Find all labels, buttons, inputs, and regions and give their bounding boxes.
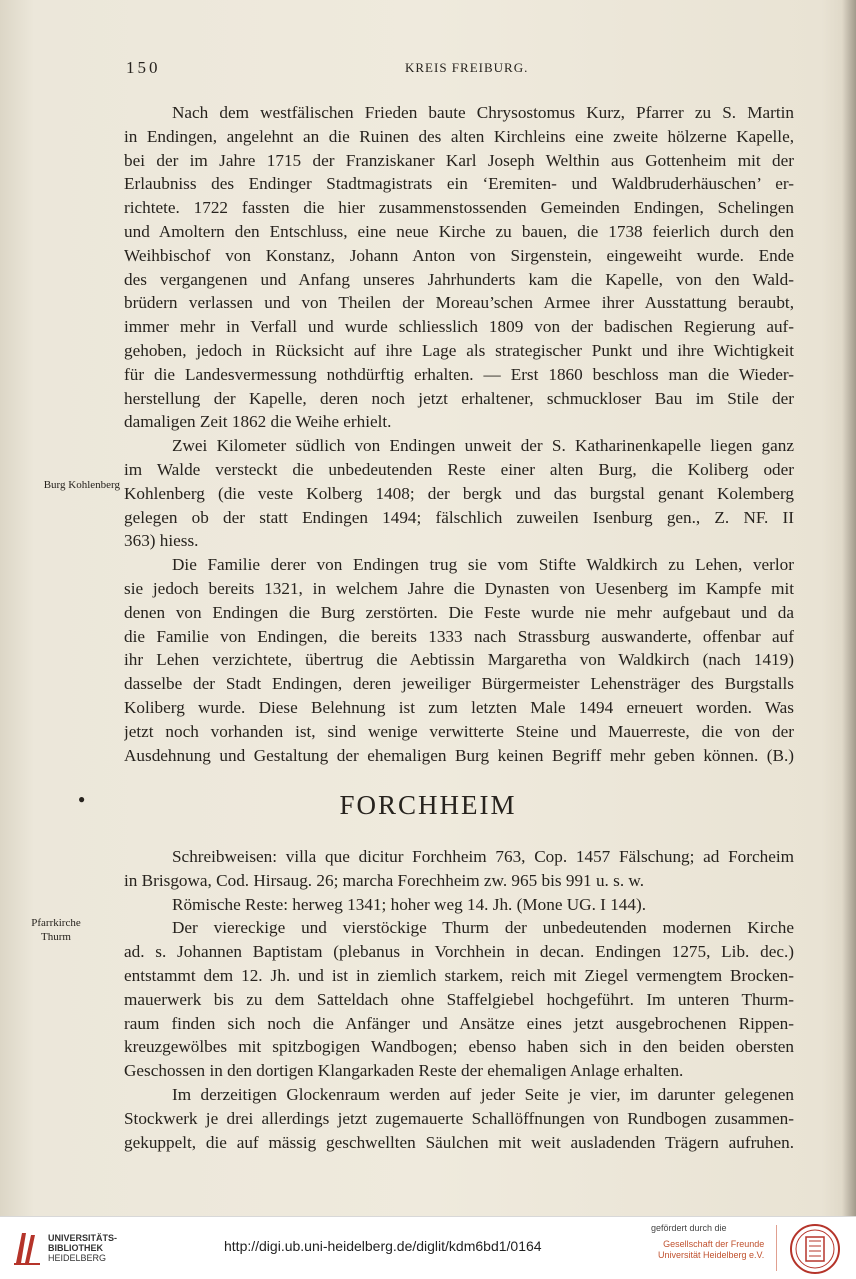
text-line: denen von Endingen die Burg zerstörten. Die Feste wurde nie mehr aufgebaut und da bbox=[124, 602, 794, 622]
text-line: Geschossen in den dortigen Klangarkaden Reste der ehemaligen Anlage erhalten. bbox=[124, 1061, 684, 1081]
text-line: Stockwerk je drei allerdings jetzt zugemauerte Schallöffnungen von Rundbogen zusammen- bbox=[124, 1108, 794, 1128]
text-block-endingen bbox=[124, 101, 794, 767]
running-header bbox=[0, 58, 856, 82]
library-name bbox=[48, 1233, 117, 1263]
margin-note-pfarrkirche: Pfarrkirche bbox=[31, 917, 81, 929]
text-line: gelegen ob der statt Endingen 1494; fälschlich zuweilen Isenburg gen., Z. NF. II bbox=[124, 507, 794, 527]
margin-note-burg: Burg Kohlenberg bbox=[43, 479, 120, 491]
text-line: Römische Reste: herweg 1341; hoher weg 14. Jh. (Mone UG. I 144). bbox=[172, 894, 646, 914]
footer-bar bbox=[0, 1216, 856, 1279]
permalink-url[interactable]: http://digi.ub.uni-heidelberg.de/diglit/kdm6bd1/0164 bbox=[224, 1238, 542, 1254]
text-line: Kohlenberg (die veste Kolberg 1408; der bergk und das burgstal genant Kolemberg bbox=[124, 483, 794, 503]
text-line: damaligen Zeit 1862 die Weihe erhielt. bbox=[124, 412, 392, 432]
text-line: Der viereckige und vierstöckige Thurm der unbedeutenden modernen Kirche bbox=[172, 918, 794, 938]
text-line: Koliberg wurde. Diese Belehnung ist zum letzten Male 1494 erneuert worden. Was bbox=[124, 697, 794, 717]
text-block-forchheim bbox=[124, 845, 794, 1154]
text-line: gehoben, jedoch in Rücksicht auf ihre Lage als strategischer Punkt und ihre Wichtigkeit bbox=[124, 340, 794, 360]
text-line: Zwei Kilometer südlich von Endingen unweit der S. Katharinenkapelle liegen ganz bbox=[172, 436, 794, 456]
text-line: Nach dem westfälischen Frieden baute Chrysostomus Kurz, Pfarrer zu S. Martin bbox=[172, 103, 794, 122]
text-line: entstammt dem 12. Jh. und ist in ziemlich starkem, reich mit Ziegel vermengtem Brocken- bbox=[124, 965, 794, 985]
text-line: in Endingen, angelehnt an die Ruinen des alten Kirchleins eine zweite hölzerne Kapelle, bbox=[124, 126, 794, 146]
library-name-line: UNIVERSITÄTS- bbox=[48, 1233, 118, 1243]
sponsor-name bbox=[658, 1239, 764, 1261]
text-line: 363) hiess. bbox=[124, 531, 199, 551]
text-line: Schreibweisen: villa que dicitur Forchheim 763, Cop. 1457 Fälschung; ad Forcheim bbox=[172, 847, 794, 866]
text-line: in Brisgowa, Cod. Hirsaug. 26; marcha Forechheim zw. 965 bis 991 u. s. w. bbox=[124, 870, 645, 890]
text-line: raum finden sich noch die Anfänger und Ansätze eines jetzt ausgebrochenen Rippen- bbox=[124, 1013, 794, 1033]
divider bbox=[776, 1225, 777, 1271]
bullet-mark: ● bbox=[78, 792, 86, 806]
running-title: KREIS FREIBURG. bbox=[405, 60, 529, 75]
text-line: ad. s. Johannen Baptistam (plebanus in Vorchhein in decan. Endingen 1275, Lib. dec.) bbox=[124, 942, 794, 962]
text-line: brüdern verlassen und von Theilen der Moreau’schen Armee ihrer Ausstattung beraubt, bbox=[124, 293, 794, 313]
text-line: für die Landesvermessung nothdürftig erhalten. — Erst 1860 beschloss man die Wieder- bbox=[124, 364, 794, 384]
library-logo-icon bbox=[12, 1227, 42, 1267]
text-line: Erlaubniss des Endinger Stadtmagistrats ein ‘Eremiten- und Waldbruderhäuschen’ er- bbox=[124, 174, 794, 194]
text-line: Ausdehnung und Gestaltung der ehemaligen Burg keinen Begriff mehr geben können. (B.) bbox=[124, 745, 794, 765]
section-title: FORCHHEIM bbox=[339, 790, 517, 820]
text-line: im Walde versteckt die unbedeutenden Reste einer alten Burg, die Koliberg oder bbox=[124, 459, 794, 479]
library-name-line: BIBLIOTHEK bbox=[48, 1243, 103, 1253]
text-line: ihr Lehen verzichtete, übertrug die Aebtissin Margaretha von Waldkirch (nach 1419) bbox=[124, 650, 794, 670]
university-seal-icon bbox=[789, 1223, 841, 1275]
text-line: herstellung der Kapelle, deren noch jetzt erhaltener, schmuckloser Bau im Stile der bbox=[124, 388, 794, 408]
text-line: sie jedoch bereits 1321, in welchem Jahre die Dynasten von Uesenberg im Kampfe mit bbox=[124, 578, 794, 598]
sponsor-name-line: Universität Heidelberg e.V. bbox=[658, 1250, 765, 1260]
text-line: kreuzgewölbes mit spitzbogigen Wandbogen; ebenso haben sich in den beiden obersten bbox=[124, 1037, 794, 1057]
sponsor-name-line: Gesellschaft der Freunde bbox=[663, 1239, 765, 1249]
text-line: dasselbe der Stadt Endingen, deren jeweiliger Bürgermeister Lehensträger des Burgstalls bbox=[124, 674, 794, 694]
text-line: gekuppelt, die auf mässig geschwellten Säulchen mit weit ausladenden Trägern aufruhen. bbox=[124, 1132, 794, 1152]
text-line: und Amoltern den Entschluss, eine neue Kirche zu bauen, die 1738 feierlich durch den bbox=[124, 221, 794, 241]
page-number: 150 bbox=[126, 58, 161, 77]
text-line: Die Familie derer von Endingen trug sie vom Stifte Waldkirch zu Lehen, verlor bbox=[172, 555, 794, 575]
text-line: bei der im Jahre 1715 der Franziskaner Karl Joseph Welthin aus Gottenheim mit der bbox=[124, 150, 794, 170]
text-line: jetzt noch vorhanden ist, sind wenige verwitterte Steine und Mauerreste, die von der bbox=[124, 721, 794, 741]
text-line: Im derzeitigen Glockenraum werden auf jeder Seite je vier, im darunter gelegenen bbox=[172, 1084, 794, 1104]
sponsor-label: gefördert durch die bbox=[651, 1223, 727, 1233]
margin-note-thurm: Thurm bbox=[41, 931, 71, 943]
text-line: Weihbischof von Konstanz, Johann Anton von Sirgenstein, eingeweiht wurde. Ende bbox=[124, 245, 794, 265]
text-line: richtete. 1722 fassten die hier zusammenstossenden Gemeinden Endingen, Schelingen bbox=[124, 198, 794, 218]
text-line: die Familie von Endingen, die bereits 1333 nach Strassburg auswanderte, offenbar auf bbox=[124, 626, 794, 646]
text-line: mauerwerk bis zu dem Satteldach ohne Staffelgiebel hochgeführt. Im unteren Thurm- bbox=[124, 989, 794, 1009]
text-line: des vergangenen und Anfang unseres Jahrhunderts kam die Kapelle, von den Wald- bbox=[124, 269, 794, 289]
library-name-line: HEIDELBERG bbox=[48, 1253, 107, 1263]
page-spine-shadow bbox=[842, 0, 856, 1216]
text-line: immer mehr in Verfall und wurde schliesslich 1809 von der badischen Regierung auf- bbox=[124, 317, 794, 337]
